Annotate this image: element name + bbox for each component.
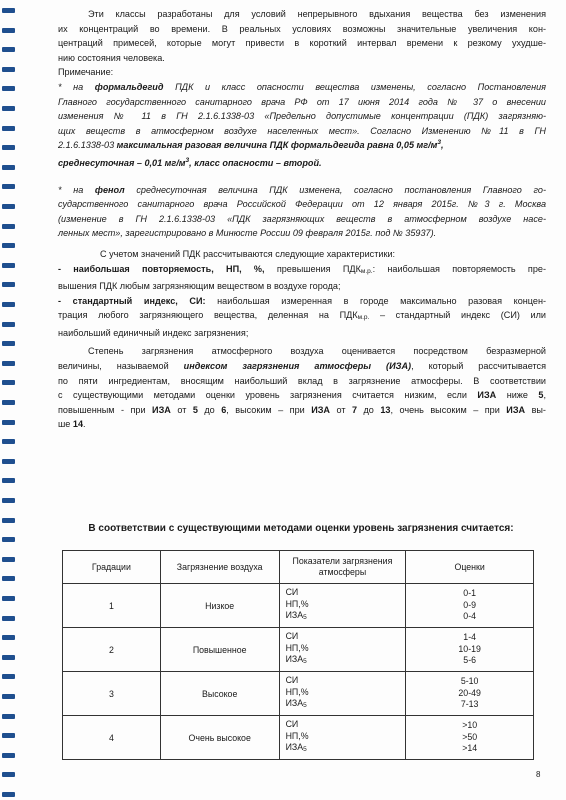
binding-ring xyxy=(2,8,15,13)
level-cell: Очень высокое xyxy=(160,716,279,760)
binding-ring xyxy=(2,263,15,268)
value-cell: 5-10 20-49 7-13 xyxy=(406,672,534,716)
level-cell: Повышенное xyxy=(160,628,279,672)
binding-ring xyxy=(2,282,15,287)
note-label: Примечание: xyxy=(58,67,114,78)
note-phenol: * на фенол среднесуточная величина ПДК изменена, согласно постановления Главного го- сударственного санитарного врача Российской Федерации от 12 января 2015г. №3 г. Москва (изменение в ГН 2.1.6.1338-03 «ПДК загрязняющих веществ в атмосферном воздухе насе- ленных мест», зарегистрировано в Минюсте России 09 февраля 2015г. под № 35937). xyxy=(58,183,546,241)
binding-ring xyxy=(2,459,15,464)
pollution-levels-table xyxy=(62,550,534,760)
binding-ring xyxy=(2,400,15,405)
text-line: наибольший единичный индекс загрязнения; xyxy=(58,327,249,338)
column-header: Оценки xyxy=(406,551,534,584)
binding-ring xyxy=(2,714,15,719)
text-line: по пяти ингредиентам, вносящим наибольший вклад в загрязнение атмосферы. В соответствии xyxy=(58,375,546,386)
table-row xyxy=(63,628,534,672)
text-line: (изменение в ГН 2.1.6.1338-03 «ПДК загрязняющих веществ в атмосферном воздухе насе- xyxy=(58,213,546,224)
binding-ring xyxy=(2,67,15,72)
text-line: щих веществ в атмосферном воздухе населенных мест». Согласно Изменению №11 в ГН xyxy=(58,125,546,136)
binding-ring xyxy=(2,792,15,797)
binding-ring xyxy=(2,537,15,542)
text-line: сударственного санитарного врача Российской Федерации от 12 января 2015г. №3 г. Москва xyxy=(58,199,546,210)
binding-ring xyxy=(2,753,15,758)
binding-ring xyxy=(2,341,15,346)
page-number: 8 xyxy=(536,770,541,779)
text-line: Главного государственного санитарного врача РФ от 17 июня 2014 года № 37 о внесении xyxy=(58,96,546,107)
column-header: Показатели загрязнения атмосферы xyxy=(279,551,406,584)
binding-ring xyxy=(2,616,15,621)
text-line: центраций примесей, которые могут привести в короткий интервал времени к резкому ухудше- xyxy=(58,38,546,49)
table-header-row xyxy=(63,551,534,584)
binding-ring xyxy=(2,772,15,777)
value-cell: 0-1 0-9 0-4 xyxy=(406,584,534,628)
indicator-cell: СИ НП,% $ИЗА_5$ xyxy=(279,628,406,672)
binding-ring xyxy=(2,576,15,581)
binding-ring xyxy=(2,28,15,33)
value-cell: 1-4 10-19 5-6 xyxy=(406,628,534,672)
table-row xyxy=(63,672,534,716)
binding-ring xyxy=(2,380,15,385)
indicator-cell: СИ НП,% $ИЗА_5$ xyxy=(279,672,406,716)
spiral-binding xyxy=(0,0,16,800)
grade-cell: 4 xyxy=(63,716,161,760)
binding-ring xyxy=(2,498,15,503)
text-line: изменения № 11 в ГН 2.1.6.1338-03 «Предельно допустимые концентрации (ПДК) загрязняю- xyxy=(58,111,546,122)
value-cell: >10 >50 >14 xyxy=(406,716,534,760)
binding-ring xyxy=(2,518,15,523)
table-title: В соответствии с существующими методами оценки уровень загрязнения считается: xyxy=(88,523,514,534)
indicator-cell: СИ НП,% $ИЗА_5$ xyxy=(279,584,406,628)
binding-ring xyxy=(2,635,15,640)
binding-ring xyxy=(2,694,15,699)
binding-ring xyxy=(2,47,15,52)
binding-ring xyxy=(2,145,15,150)
note-formaldehyde: * на формальдегид ПДК и класс опасности вещества изменены, согласно Постановления Главного государственного санитарного врача РФ от 17 июня 2014 года № 37 о внесении изменения № 11 в ГН 2.1.6.1338-03 «Предельно допустимые концентрации (ПДК) загрязняю- щих веществ в атмосферном воздухе населенных мест». Согласно Изменению №11 в ГН 2.1.6.1338-03 максимальная разовая величина ПДК формальдегида равна 0,05 $мг/м^3$, среднесуточная – 0,01 $мг/м^3$, класс опасности – второй. xyxy=(58,81,546,168)
binding-ring xyxy=(2,478,15,483)
pdk-intro: С учетом значений ПДК рассчитываются следующие характеристики: xyxy=(100,248,396,259)
grade-cell: 2 xyxy=(63,628,161,672)
intro-paragraph xyxy=(58,7,546,65)
binding-ring xyxy=(2,86,15,91)
binding-ring xyxy=(2,322,15,327)
binding-ring xyxy=(2,106,15,111)
binding-ring xyxy=(2,204,15,209)
binding-ring xyxy=(2,420,15,425)
column-header: Градации xyxy=(63,551,161,584)
text-line: ленных мест», зарегистрировано в Минюсте России 09 февраля 2015г. под № 35937). xyxy=(58,228,437,239)
binding-ring xyxy=(2,557,15,562)
binding-ring xyxy=(2,302,15,307)
grade-cell: 3 xyxy=(63,672,161,716)
indicator-cell: СИ НП,% $ИЗА_5$ xyxy=(279,716,406,760)
level-cell: Низкое xyxy=(160,584,279,628)
table-row xyxy=(63,584,534,628)
column-header: Загрязнение воздуха xyxy=(160,551,279,584)
si-definition: - стандартный индекс, СИ: наибольшая измеренная в городе максимально разовая концен- трация любого загрязняющего вещества, деленная на $ПДК_{м.р.}$ – стандартный индекс (СИ) или наибольший единичный индекс загрязнения; xyxy=(58,294,546,341)
binding-ring xyxy=(2,165,15,170)
text-line: Степень загрязнения атмосферного воздуха оценивается посредством безразмерной xyxy=(88,346,546,357)
binding-ring xyxy=(2,184,15,189)
text-line: нию состояния человека. xyxy=(58,52,165,63)
binding-ring xyxy=(2,361,15,366)
binding-ring xyxy=(2,243,15,248)
body-text xyxy=(58,0,546,432)
binding-ring xyxy=(2,596,15,601)
text-line: вышения ПДК любым загрязняющим веществом в воздухе города; xyxy=(58,281,341,292)
grade-cell: 1 xyxy=(63,584,161,628)
binding-ring xyxy=(2,655,15,660)
iza-paragraph: Степень загрязнения атмосферного воздуха оценивается посредством безразмерной величины, называемой индексом загрязнения атмосферы (ИЗА), который рассчитывается по пяти ингредиентам, вносящим наибольший вклад в загрязнение атмосферы. В соответствии с существующими методами оценки уровень загрязнения считается низким, если ИЗА ниже 5, повышенным - при ИЗА от 5 до 6, высоким – при ИЗА от 7 до 13, очень высоким – при ИЗА вы- ше 14. xyxy=(58,346,547,430)
binding-ring xyxy=(2,674,15,679)
np-definition: - наибольшая повторяемость, НП, %, превышения $ПДК_{м.р.}$: наибольшая повторяемость пре- вышения ПДК любым загрязняющим веществом в воздухе города; xyxy=(58,262,546,294)
level-cell: Высокое xyxy=(160,672,279,716)
text-line: Эти классы разработаны для условий непрерывного вдыхания вещества без изменения xyxy=(88,9,546,19)
text-line: их концентраций во времени. В реальных условиях возможны значительные увеличения кон- xyxy=(58,23,546,34)
table-row xyxy=(63,716,534,760)
binding-ring xyxy=(2,126,15,131)
binding-ring xyxy=(2,224,15,229)
binding-ring xyxy=(2,439,15,444)
binding-ring xyxy=(2,733,15,738)
